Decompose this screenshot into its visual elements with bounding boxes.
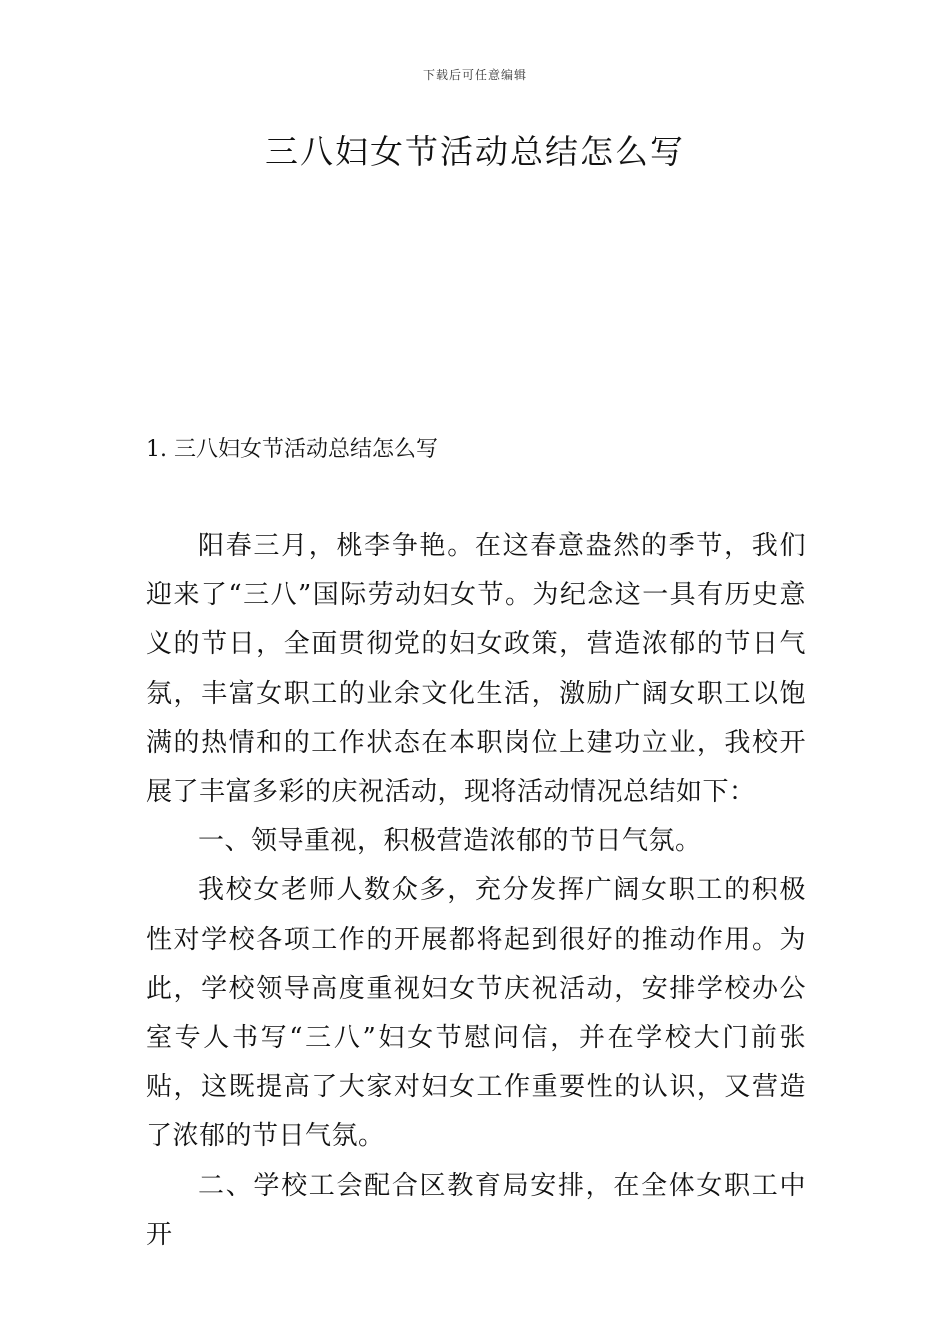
document-body — [146, 522, 806, 1260]
header-note: 下载后可任意编辑 — [422, 68, 527, 82]
paragraph-point-one-heading: 一、领导重视，积极营造浓郁的节日气氛。 — [198, 826, 702, 857]
paragraph-point-two-heading: 二、学校工会配合区教育局安排，在全体女职工中开 — [146, 1170, 806, 1250]
paragraph-intro: 阳春三月，桃李争艳。在这春意盎然的季节，我们迎来了“三八”国际劳动妇女节。为纪念这一具有历史意义的节日，全面贯彻党的妇女政策，营造浓郁的节日气氛，丰富女职工的业余文化生活，激励广阔女职工以饱满的热情和的工作状态在本职岗位上建功立业，我校开展了丰富多彩的庆祝活动，现将活动情况总结如下： — [146, 531, 806, 808]
document-title: 三八妇女节活动总结怎么写 — [265, 132, 685, 171]
section-heading: 1. 三八妇女节活动总结怎么写 — [146, 437, 438, 462]
paragraph-point-one-body: 我校女老师人数众多，充分发挥广阔女职工的积极性对学校各项工作的开展都将起到很好的推动作用。为此，学校领导高度重视妇女节庆祝活动，安排学校办公室专人书写“三八”妇女节慰问信，并在学校大门前张贴，这既提高了大家对妇女工作重要性的认识，又营造了浓郁的节日气氛。 — [146, 875, 806, 1152]
